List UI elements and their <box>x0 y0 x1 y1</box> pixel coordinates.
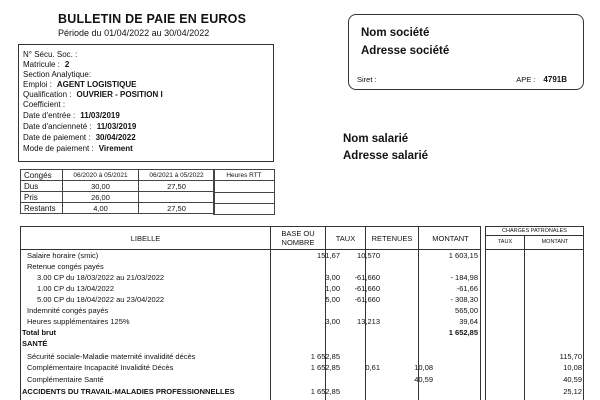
employee-name: Nom salarié <box>343 133 409 145</box>
qualification-value: OUVRIER - POSITION I <box>76 90 163 99</box>
pay-line <box>21 374 482 385</box>
rtt-divider <box>214 203 274 204</box>
conges-row <box>21 181 215 192</box>
conges-col2-header: 06/2021 à 05/2022 <box>139 170 215 181</box>
conges-value: 27,50 <box>139 181 215 192</box>
charge-amount: 40,59 <box>563 375 582 384</box>
charges-header: CHARGES PATRONALES <box>486 227 583 236</box>
conges-row <box>21 203 215 214</box>
emploi-value: AGENT LOGISTIQUE <box>56 80 137 89</box>
line-label: SANTÉ <box>22 339 48 348</box>
section-line <box>23 70 91 80</box>
line-base: 151,67 <box>317 251 340 260</box>
anciennete-value: 11/03/2019 <box>96 122 137 131</box>
conges-row-label: Restants <box>21 203 63 214</box>
pay-line <box>21 351 482 362</box>
montant-header: MONTANT <box>432 233 469 243</box>
line-amount: 39,64 <box>459 317 478 326</box>
conges-row-label: Dus <box>21 181 63 192</box>
line-rate: 13,213 <box>357 317 380 326</box>
employee-info-box <box>18 44 274 162</box>
line-base: 1 652,85 <box>310 363 340 372</box>
conges-row-label: Pris <box>21 192 63 203</box>
line-label: Salaire horaire (smic) <box>27 251 99 260</box>
pay-line <box>21 283 482 294</box>
coefficient-line <box>23 100 65 110</box>
line-rate: 0,61 <box>365 363 380 372</box>
conges-value <box>139 192 215 203</box>
line-label: Total brut <box>22 328 57 337</box>
charges-rate-header: TAUX <box>497 239 513 245</box>
company-address: Adresse société <box>361 45 450 57</box>
conges-label: Congés <box>21 170 63 181</box>
matricule-line <box>23 60 69 70</box>
entree-label: Date d'entrée : <box>23 111 76 120</box>
company-box <box>348 14 584 90</box>
pay-line <box>21 261 482 272</box>
mode-line <box>23 144 133 154</box>
charge-amount: 10,08 <box>563 363 582 372</box>
anciennete-label: Date d'ancienneté : <box>23 122 92 131</box>
charge-amount: 25,12 <box>563 387 582 396</box>
secu-label: N° Sécu. Soc. : <box>23 50 78 59</box>
line-label: Retenue congés payés <box>27 262 104 271</box>
ape-code <box>516 75 567 84</box>
conges-value: 30,00 <box>63 181 139 192</box>
line-base: 1 652,85 <box>310 387 340 396</box>
pay-line <box>21 272 482 283</box>
secu-line <box>23 50 77 60</box>
paiement-label: Date de paiement : <box>23 133 91 142</box>
retenues-header: RETENUES <box>371 233 413 243</box>
period-label: Période du <box>58 28 102 38</box>
line-label: 1.00 CP du 13/04/2022 <box>37 284 115 293</box>
employer-charges-table <box>485 226 584 400</box>
line-rate: -61,660 <box>354 295 380 304</box>
line-amount: -61,66 <box>456 284 478 293</box>
section-heading <box>21 338 482 349</box>
section-label: Section Analytique: <box>23 70 92 79</box>
siret-label: Siret : <box>357 75 377 84</box>
charges-amount-header: MONTANT <box>541 239 569 245</box>
line-rate: 10,570 <box>357 251 380 260</box>
charge-amount: 115,70 <box>559 352 582 361</box>
charge-line <box>486 374 585 385</box>
conges-value: 26,00 <box>63 192 139 203</box>
libelle-header: LIBELLE <box>130 233 161 243</box>
rtt-divider <box>214 192 274 193</box>
pay-line <box>21 362 482 373</box>
total-brut-line <box>21 327 482 338</box>
line-rate: -61,660 <box>354 284 380 293</box>
pay-line <box>21 294 482 305</box>
line-amount: 1 603,15 <box>448 251 478 260</box>
line-amount: 1 652,85 <box>448 328 478 337</box>
line-label: 3.00 CP du 18/03/2022 au 21/03/2022 <box>37 273 165 282</box>
entree-value: 11/03/2019 <box>80 111 120 120</box>
mode-label: Mode de paiement : <box>23 144 94 153</box>
conges-col1-header: 06/2020 à 05/2021 <box>63 170 139 181</box>
line-label: ACCIDENTS DU TRAVAIL-MALADIES PROFESSIONNELLES <box>22 387 235 396</box>
line-base: 3,00 <box>325 273 340 282</box>
qualification-line <box>23 90 163 100</box>
rtt-box <box>213 181 275 215</box>
period-to: au <box>151 28 162 38</box>
conges-header-row <box>21 170 215 181</box>
line-label: Complémentaire Santé <box>27 375 104 384</box>
line-amount: - 308,30 <box>450 295 478 304</box>
line-base: 5,00 <box>325 295 340 304</box>
line-base: 1,00 <box>325 284 340 293</box>
conges-row <box>21 192 215 203</box>
matricule-label: Matricule : <box>23 60 60 69</box>
pay-line <box>21 305 482 316</box>
paiement-value: 30/04/2022 <box>95 133 136 142</box>
ape-label: APE : <box>516 75 536 84</box>
line-label: 5.00 CP du 18/04/2022 au 23/04/2022 <box>37 295 165 304</box>
header-divider <box>486 249 583 250</box>
line-base: 1 652,85 <box>310 352 340 361</box>
line-label: Indemnité congés payés <box>27 306 109 315</box>
qualification-label: Qualification : <box>23 90 72 99</box>
base-header: BASE OU NOMBRE <box>281 229 315 247</box>
taux-header: TAUX <box>335 233 356 243</box>
line-amount: 565,00 <box>455 306 478 315</box>
charge-line <box>486 362 585 373</box>
ape-value: 4791B <box>543 75 567 84</box>
line-base: 3,00 <box>325 317 340 326</box>
payslip-title: BULLETIN DE PAIE EN EUROS <box>58 12 247 26</box>
line-label: Sécurité sociale-Maladie maternité invalidité décès <box>27 352 196 361</box>
pay-line <box>21 316 482 327</box>
conges-value: 27,50 <box>139 203 215 214</box>
rtt-header: Heures RTT <box>213 169 275 181</box>
line-label: Complémentaire Incapacité Invalidité Décès <box>27 363 174 372</box>
pay-period <box>58 28 209 38</box>
line-deduction: 10,08 <box>414 363 433 372</box>
emploi-label: Emploi : <box>23 80 52 89</box>
entree-line <box>23 111 120 121</box>
period-start: 01/04/2022 <box>104 28 150 38</box>
line-amount: - 184,98 <box>450 273 478 282</box>
conges-value: 4,00 <box>63 203 139 214</box>
conges-table <box>20 169 215 214</box>
charge-line <box>486 386 585 397</box>
coefficient-label: Coefficient : <box>23 100 66 109</box>
mode-value: Virement <box>98 144 133 153</box>
pay-lines-table <box>20 226 481 400</box>
section-heading <box>21 386 482 397</box>
matricule-value: 2 <box>64 60 70 69</box>
line-label: Heures supplémentaires 125% <box>27 317 130 326</box>
line-deduction: 40,59 <box>414 375 433 384</box>
anciennete-line <box>23 122 136 132</box>
period-end: 30/04/2022 <box>164 28 210 38</box>
line-rate: -61,660 <box>354 273 380 282</box>
charge-line <box>486 351 585 362</box>
company-name: Nom société <box>361 27 430 39</box>
emploi-line <box>23 80 136 90</box>
pay-line <box>21 250 482 261</box>
employee-address: Adresse salarié <box>343 150 429 162</box>
paiement-line <box>23 133 136 143</box>
